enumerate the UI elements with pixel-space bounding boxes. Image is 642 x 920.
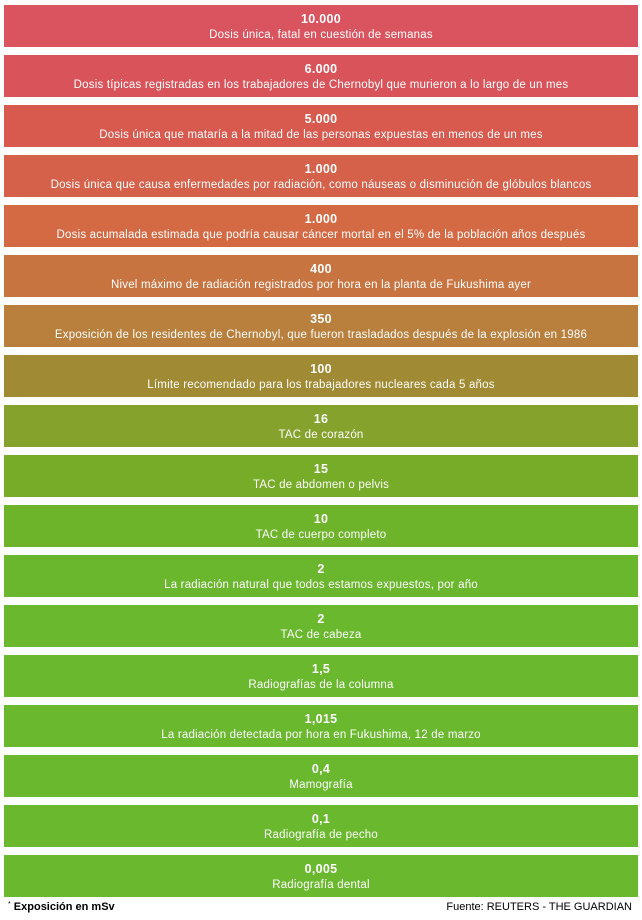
dose-value: 1,015 <box>304 712 338 726</box>
dose-bar <box>4 455 638 497</box>
dose-description: Radiografías de la columna <box>248 679 394 691</box>
dose-bar <box>4 655 638 697</box>
dose-description: TAC de cabeza <box>280 629 362 641</box>
dose-bar <box>4 805 638 847</box>
dose-value: 0,4 <box>311 762 331 776</box>
dose-value: 10.000 <box>300 12 342 26</box>
dose-bar <box>4 255 638 297</box>
source-credit: Fuente: REUTERS - THE GUARDIAN <box>446 901 632 913</box>
dose-bar <box>4 55 638 97</box>
dose-description: TAC de abdomen o pelvis <box>252 479 390 491</box>
dose-description: Mamografía <box>289 779 353 791</box>
dose-value: 1,5 <box>311 662 331 676</box>
dose-value: 16 <box>313 412 329 426</box>
footer <box>0 899 642 917</box>
dose-bar <box>4 5 638 47</box>
dose-bar <box>4 205 638 247</box>
dose-value: 1.000 <box>304 162 338 176</box>
unit-marker: * <box>8 901 11 908</box>
dose-description: Radiografía de pecho <box>264 829 378 841</box>
unit-note <box>8 901 115 913</box>
dose-description: Dosis única que mataría a la mitad de las personas expuestas en menos de un mes <box>99 129 543 141</box>
unit-note-text: Exposición en mSv <box>13 901 115 913</box>
dose-description: Límite recomendado para los trabajadores nucleares cada 5 años <box>147 379 495 391</box>
dose-value: 100 <box>310 362 332 376</box>
dose-bar <box>4 855 638 897</box>
dose-description: Radiografía dental <box>272 879 370 891</box>
dose-bar <box>4 405 638 447</box>
dose-description: Nivel máximo de radiación registrados por hora en la planta de Fukushima ayer <box>110 279 532 291</box>
dose-bar <box>4 705 638 747</box>
dose-description: TAC de corazón <box>278 429 364 441</box>
dose-value: 6.000 <box>304 62 338 76</box>
dose-value: 350 <box>310 312 332 326</box>
dose-value: 0,1 <box>311 812 331 826</box>
dose-bar <box>4 305 638 347</box>
dose-value: 400 <box>310 262 332 276</box>
dose-description: La radiación natural que todos estamos expuestos, por año <box>164 579 478 591</box>
dose-value: 0,005 <box>304 862 338 876</box>
dose-value: 15 <box>313 462 329 476</box>
dose-bar <box>4 355 638 397</box>
dose-bar <box>4 505 638 547</box>
dose-description: Dosis típicas registradas en los trabajadores de Chernobyl que murieron a lo largo de un mes <box>73 79 569 91</box>
dose-bars <box>4 5 638 905</box>
dose-bar <box>4 155 638 197</box>
dose-bar <box>4 605 638 647</box>
dose-bar <box>4 555 638 597</box>
dose-value: 2 <box>317 562 325 576</box>
dose-value: 1.000 <box>304 212 338 226</box>
dose-value: 5.000 <box>304 112 338 126</box>
dose-description: Exposición de los residentes de Chernobyl, que fueron trasladados después de la explosión en 1986 <box>54 329 588 341</box>
dose-value: 2 <box>317 612 325 626</box>
dose-description: Dosis única que causa enfermedades por radiación, como náuseas o disminución de glóbulos blancos <box>50 179 592 191</box>
dose-description: Dosis única, fatal en cuestión de semanas <box>209 29 433 41</box>
dose-description: Dosis acumalada estimada que podría causar cáncer mortal en el 5% de la población años después <box>56 229 586 241</box>
dose-description: TAC de cuerpo completo <box>255 529 387 541</box>
dose-value: 10 <box>313 512 329 526</box>
dose-bar <box>4 755 638 797</box>
dose-description: La radiación detectada por hora en Fukushima, 12 de marzo <box>161 729 481 741</box>
dose-bar <box>4 105 638 147</box>
